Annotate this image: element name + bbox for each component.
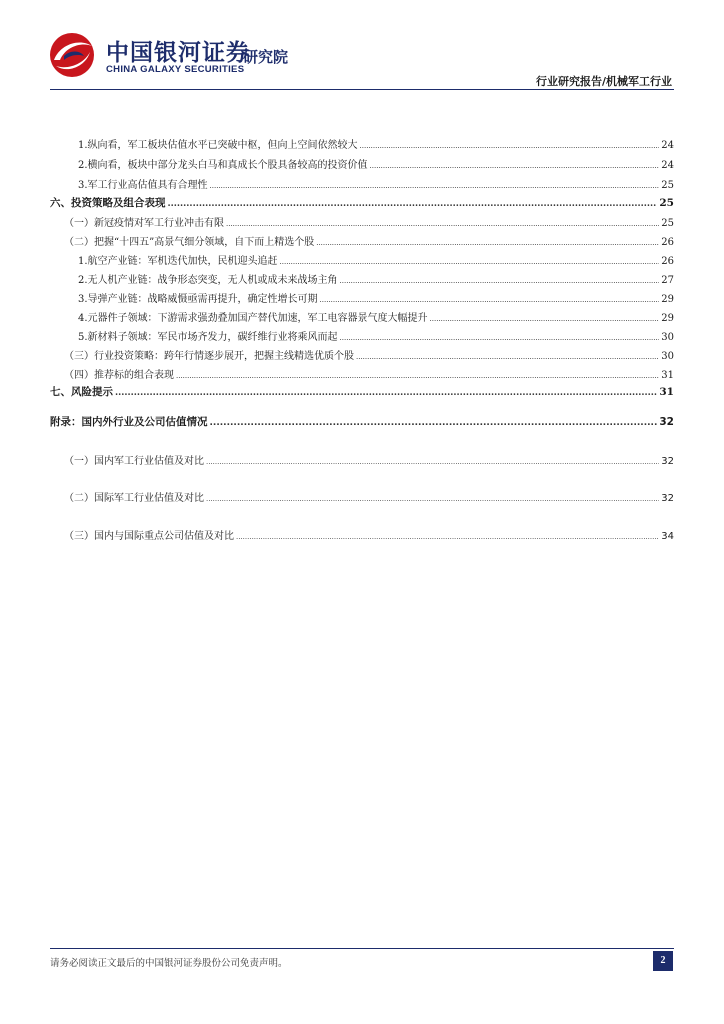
toc-entry-chapter[interactable] [50, 195, 674, 210]
toc-entry[interactable] [50, 252, 674, 267]
toc-entry-label: （四）推荐标的组合表现 [64, 370, 174, 381]
toc-entry-page: 32 [659, 416, 674, 428]
toc-entry-page: 27 [661, 275, 674, 286]
toc-entry-page: 25 [661, 218, 674, 229]
toc-entry-page: 25 [661, 180, 674, 191]
footer-disclaimer: 请务必阅读正文最后的中国银河证券股份公司免责声明。 [50, 958, 288, 969]
toc-entry-label: 1.航空产业链：军机迭代加快，民机迎头追赶 [78, 256, 278, 267]
footer-divider [50, 948, 674, 949]
toc-entry-section[interactable] [50, 452, 674, 467]
page-header [0, 0, 724, 92]
toc-entry-label: 4.元器件子领域：下游需求强劲叠加国产替代加速，军工电容器景气度大幅提升 [78, 313, 428, 324]
toc-entry-page: 24 [661, 140, 674, 151]
toc-entry-page: 29 [661, 294, 674, 305]
toc-entry-label: 5.新材料子领域：军民市场齐发力，碳纤维行业将乘风而起 [78, 332, 338, 343]
institute-label: 研究院 [243, 48, 289, 66]
toc-entry[interactable] [50, 156, 674, 171]
toc-entry-page: 24 [661, 160, 674, 171]
report-type-label: 行业研究报告/机械军工行业 [535, 75, 672, 88]
toc-entry[interactable] [50, 176, 674, 191]
toc-entry-label: 3.军工行业高估值具有合理性 [78, 180, 208, 191]
toc-entry-label: 七、风险提示 [50, 386, 113, 398]
toc-entry[interactable] [50, 328, 674, 343]
page-number: 2 [653, 951, 673, 971]
toc-entry-section[interactable] [50, 233, 674, 248]
header-divider [50, 89, 674, 90]
toc-entry-page: 26 [661, 256, 674, 267]
toc-entry-section[interactable] [50, 527, 674, 542]
toc-entry-page: 32 [661, 456, 674, 467]
toc-entry[interactable] [50, 290, 674, 305]
toc-entry-label: 2.无人机产业链：战争形态突变，无人机或成未来战场主角 [78, 275, 338, 286]
toc-entry-label: （一）新冠疫情对军工行业冲击有限 [64, 218, 224, 229]
toc-entry-page: 29 [661, 313, 674, 324]
toc-entry-label: 六、投资策略及组合表现 [50, 197, 166, 209]
toc-entry-section[interactable] [50, 214, 674, 229]
toc-entry[interactable] [50, 136, 674, 151]
toc-entry[interactable] [50, 309, 674, 324]
toc-entry-page: 32 [661, 493, 674, 504]
toc-entry-label: （一）国内军工行业估值及对比 [64, 456, 204, 467]
toc-entry-appendix[interactable] [50, 414, 674, 429]
toc-entry-label: （二）国际军工行业估值及对比 [64, 493, 204, 504]
toc-entry-page: 25 [659, 197, 674, 209]
toc-entry-label: （三）国内与国际重点公司估值及对比 [64, 531, 234, 542]
toc-entry-chapter[interactable] [50, 384, 674, 399]
toc-entry-page: 30 [661, 351, 674, 362]
toc-entry-page: 30 [661, 332, 674, 343]
toc-entry-page: 31 [661, 370, 674, 381]
logo-english-name: CHINA GALAXY SECURITIES [106, 64, 245, 75]
toc-entry-label: 1.纵向看，军工板块估值水平已突破中枢，但向上空间依然较大 [78, 140, 358, 151]
toc-entry-page: 34 [661, 531, 674, 542]
toc-entry-page: 31 [659, 386, 674, 398]
toc-entry-label: 3.导弹产业链：战略威慑亟需再提升，确定性增长可期 [78, 294, 318, 305]
galaxy-logo-icon [46, 30, 98, 80]
toc-entry-label: 2.横向看，板块中部分龙头白马和真成长个股具备较高的投资价值 [78, 160, 368, 171]
toc-entry-section[interactable] [50, 489, 674, 504]
toc-entry[interactable] [50, 271, 674, 286]
toc-entry-label: 附录：国内外行业及公司估值情况 [50, 416, 208, 428]
toc-entry-section[interactable] [50, 366, 674, 381]
toc-entry-section[interactable] [50, 347, 674, 362]
toc-entry-label: （三）行业投资策略：跨年行情逐步展开，把握主线精选优质个股 [64, 351, 354, 362]
company-logo [38, 28, 308, 82]
toc-entry-page: 26 [661, 237, 674, 248]
logo-chinese-name: 中国银河证券 [106, 40, 250, 66]
toc-entry-label: （二）把握“十四五”高景气细分领域，自下而上精选个股 [64, 237, 315, 248]
